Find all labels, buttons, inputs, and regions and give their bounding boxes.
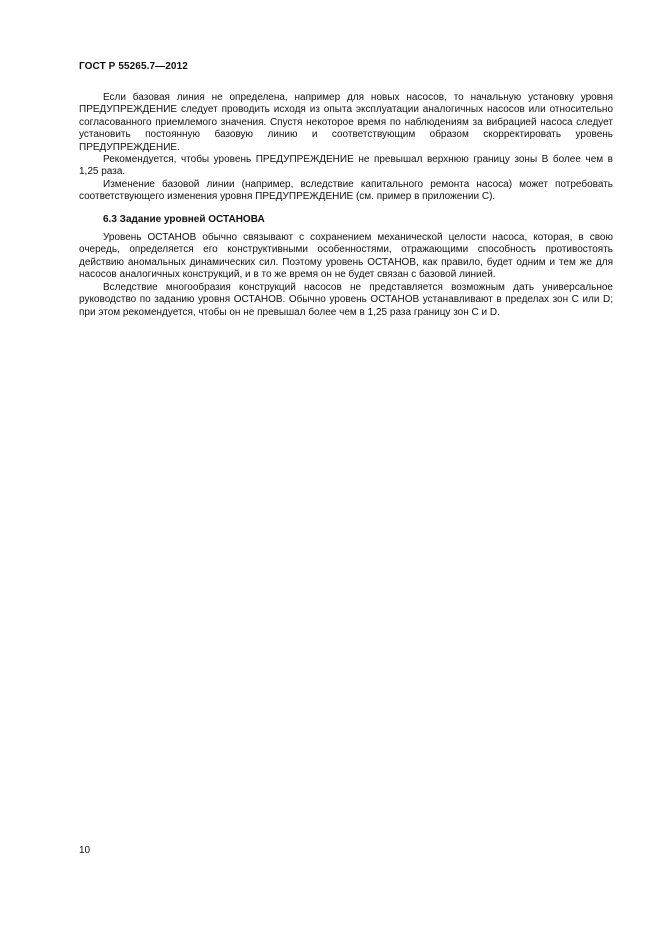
paragraph-baseline-change: Изменение базовой линии (например, вследствие капитального ремонта насоса) может потребовать соответствующего изменения уровня ПРЕДУПРЕЖДЕНИЕ (см. пример в приложении С). [79, 178, 613, 203]
document-code: ГОСТ Р 55265.7—2012 [79, 61, 188, 72]
paragraph-baseline-undefined: Если базовая линия не определена, например для новых насосов, то начальную установку уровня ПРЕДУПРЕЖДЕНИЕ следует проводить исходя из опыта эксплуатации аналогичных насосов или относительно согласованного приемлемого значения. Спустя некоторое время по наблюдениям за вибрацией насоса следует установить постоянную базовую линию и соответствующим образом скорректировать уровень ПРЕДУПРЕЖДЕНИЕ. [79, 92, 613, 153]
paragraph-stop-guidance: Вследствие многообразия конструкций насосов не представляется возможным дать универсальное руководство по заданию уровня ОСТАНОВ. Обычно уровень ОСТАНОВ устанавливают в пределах зон С или D; при этом рекомендуется, чтобы он не превышал более чем в 1,25 раза границу зон С и D. [79, 281, 613, 318]
section-heading: 6.3 Задание уровней ОСТАНОВА [103, 213, 265, 225]
page-number: 10 [79, 845, 91, 856]
paragraph-stop-level: Уровень ОСТАНОВ обычно связывают с сохранением механической целости насоса, которая, в свою очередь, определяется его конструктивными особенностями, отражающими способность противостоять действию аномальных динамических сил. Поэтому уровень ОСТАНОВ, как правило, будет одним и тем же для насосов аналогичных конструкций, и в то же время он не будет связан с базовой линией. [79, 232, 613, 281]
document-body [79, 92, 613, 319]
paragraph-warning-limit: Рекомендуется, чтобы уровень ПРЕДУПРЕЖДЕНИЕ не превышал верхнюю границу зоны В более чем в 1,25 раза. [79, 154, 613, 178]
